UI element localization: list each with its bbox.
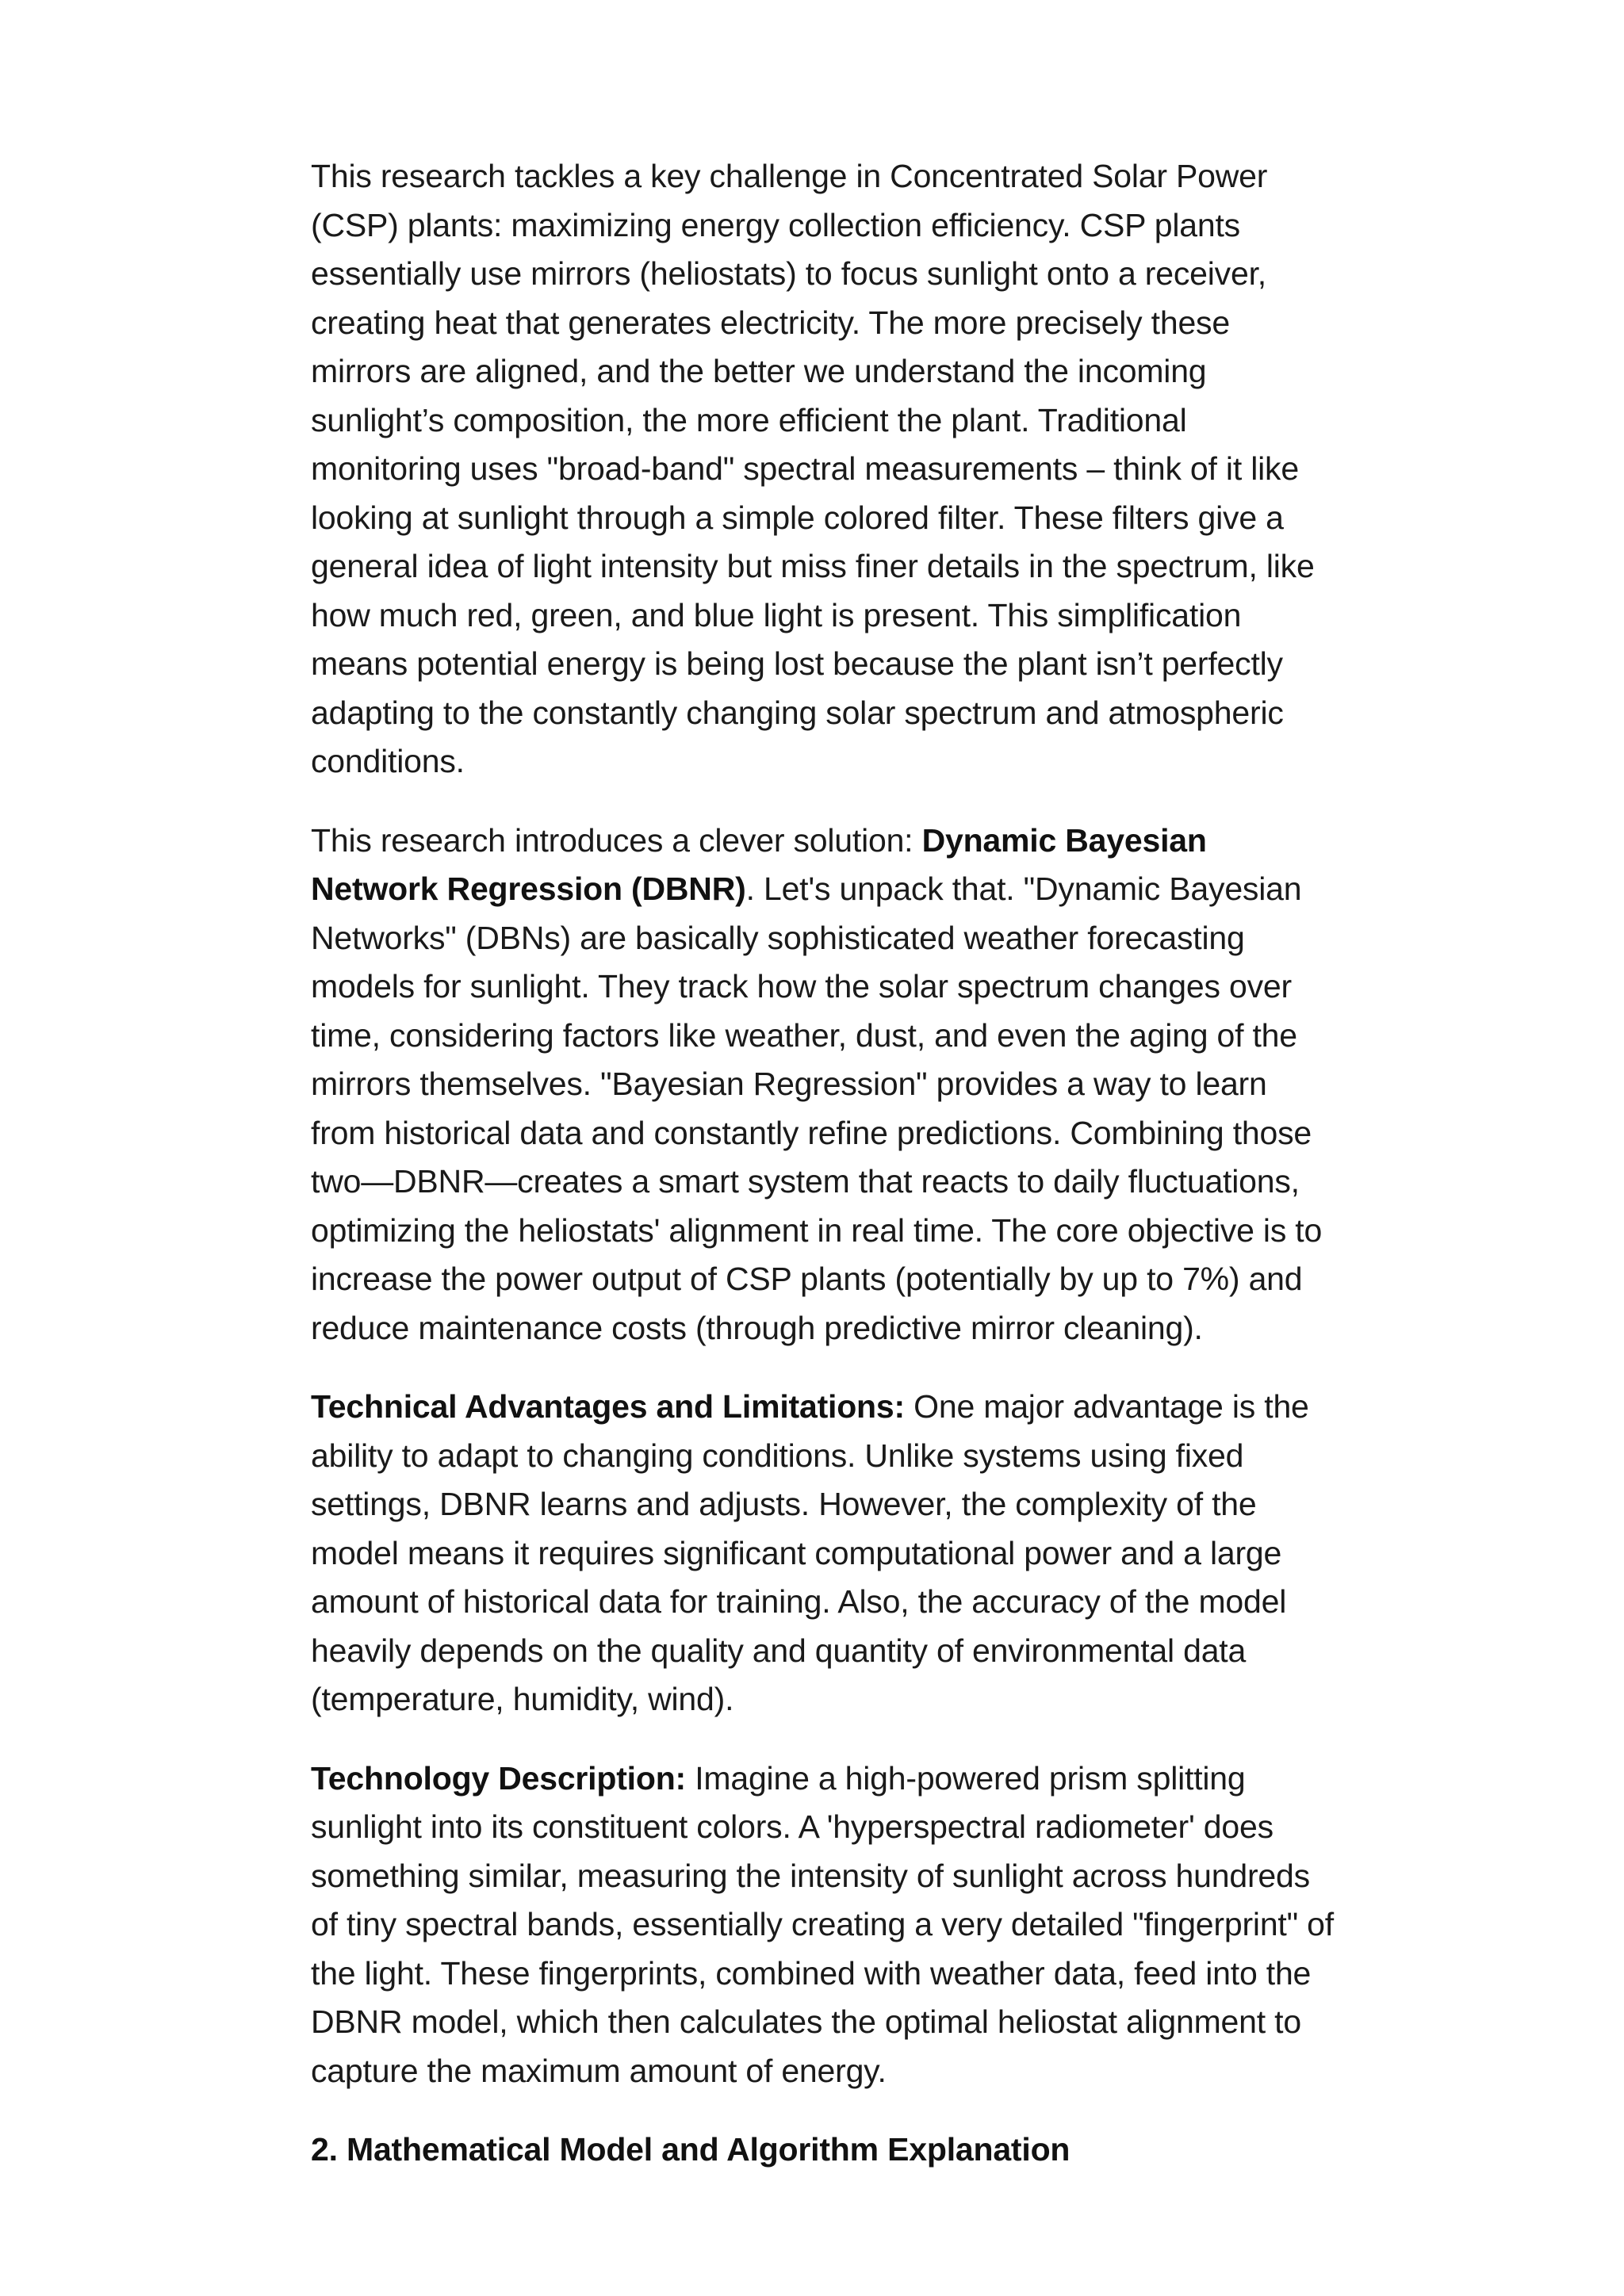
paragraph-text-lead: This research introduces a clever solution: bbox=[311, 821, 922, 859]
technology-label: Technology Description: bbox=[311, 1759, 687, 1797]
paragraph-csp-challenge bbox=[311, 152, 1334, 786]
paragraph-advantages-limitations bbox=[311, 1383, 1334, 1724]
advantages-label: Technical Advantages and Limitations: bbox=[311, 1388, 905, 1425]
paragraph-text: This research tackles a key challenge in Concentrated Solar Power (CSP) plants: maximizing energy collection efficiency. CSP plants essentially use mirrors (heliostats) to focus sunlight onto a receiver, creating heat that generates electricity. The more precisely these mirrors are aligned, and the better we understand the incoming sunlight’s composition, the more efficient the plant. Traditional monitoring uses "broad-band" spectral measurements – think of it like looking at sunlight through a simple colored filter. These filters give a general idea of light intensity but miss finer details in the spectrum, like how much red, green, and blue light is present. This simplification means potential energy is being lost because the plant isn’t perfectly adapting to the constantly changing solar spectrum and atmospheric conditions. bbox=[311, 158, 1315, 779]
paragraph-text: Imagine a high-powered prism splitting sunlight into its constituent colors. A 'hyperspectral radiometer' does something similar, measuring the intensity of sunlight across hundreds of tiny spectral bands, essentially creating a very detailed "fingerprint" of the light. These fingerprints, combined with weather data, feed into the DBNR model, which then calculates the optimal heliostat alignment to capture the maximum amount of energy. bbox=[311, 1759, 1334, 2089]
paragraph-technology-description bbox=[311, 1755, 1334, 2096]
paragraph-text-rest: . Let's unpack that. "Dynamic Bayesian Networks" (DBNs) are basically sophisticated weather forecasting models for sunlight. They track how the solar spectrum changes over time, considering factors like weather, dust, and even the aging of the mirrors themselves. "Bayesian Regression" provides a way to learn from historical data and constantly refine predictions. Combining those two—DBNR—creates a smart system that reacts to daily fluctuations, optimizing the heliostats' alignment in real time. The core objective is to increase the power output of CSP plants (potentially by up to 7%) and reduce maintenance costs (through predictive mirror cleaning). bbox=[311, 871, 1323, 1346]
dbnr-term: Dynamic Bayesian Network Regression (DBNR) bbox=[311, 821, 1207, 907]
paragraph-dbnr-solution bbox=[311, 817, 1334, 1353]
section-heading: 2. Mathematical Model and Algorithm Explanation bbox=[311, 2131, 1071, 2168]
document-body bbox=[311, 152, 1334, 2175]
paragraph-text: One major advantage is the ability to adapt to changing conditions. Unlike systems using fixed settings, DBNR learns and adjusts. However, the complexity of the model means it requires significant computational power and a large amount of historical data for training. Also, the accuracy of the model heavily depends on the quality and quantity of environmental data (temperature, humidity, wind). bbox=[311, 1388, 1309, 1717]
